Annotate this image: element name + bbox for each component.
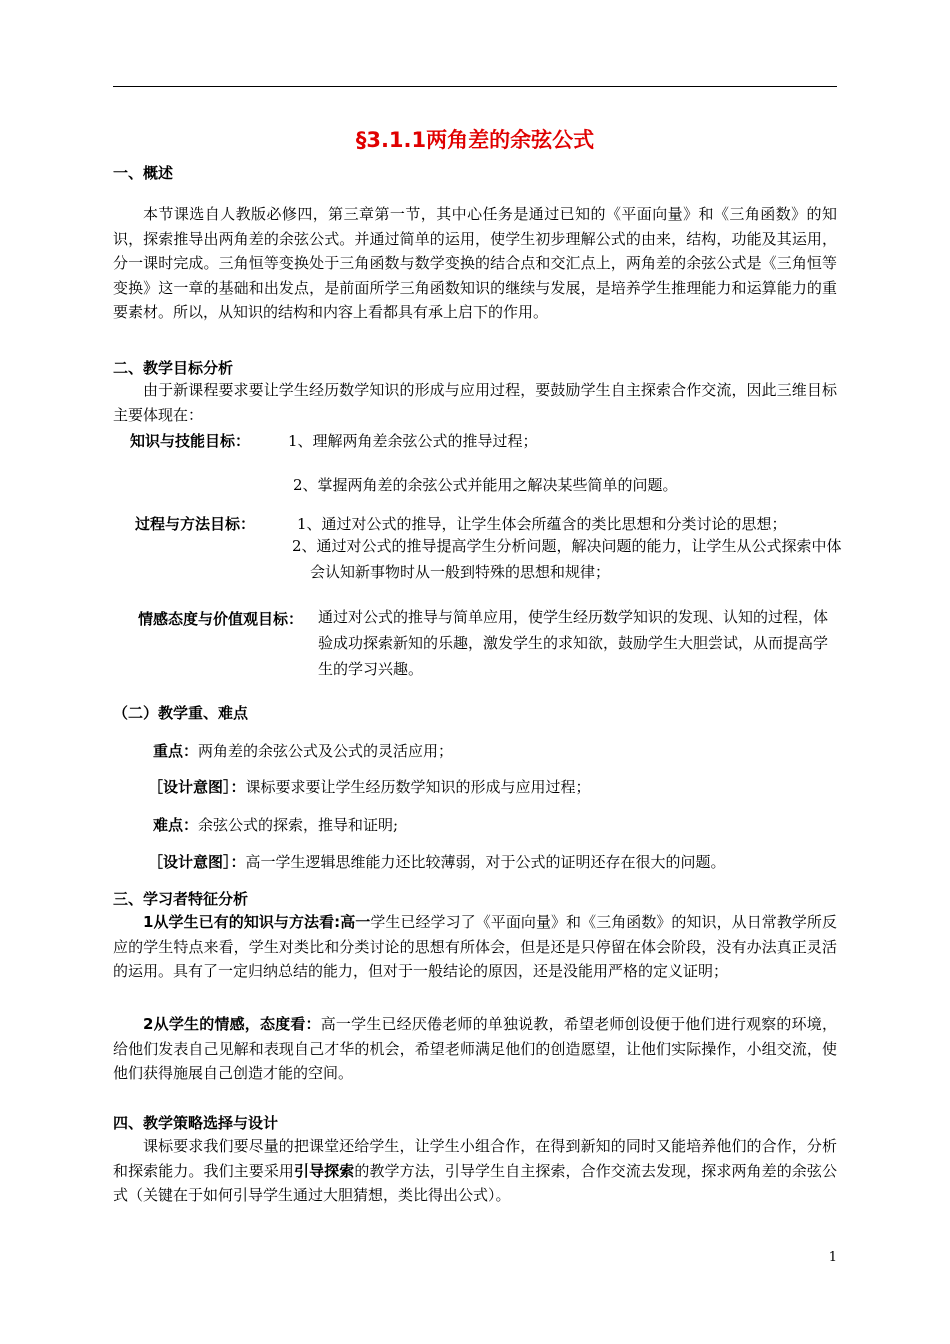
difficulty-row <box>153 814 398 835</box>
learners-p2-label: 2从学生的情感，态度看： <box>143 1015 321 1033</box>
section-heading-strategy: 四、教学策略选择与设计 <box>113 1114 279 1132</box>
design-intent-label-1: ［设计意图］： <box>148 778 246 796</box>
knowledge-item-2: 2、掌握两角差的余弦公式并能用之解决某些简单的问题。 <box>293 476 678 494</box>
key-point-label: 重点： <box>153 742 199 760</box>
learners-p1-text: 学生已经学习了《平面向量》和《三角函数》的知识，从日常教学所反应的学生特点来看，学生对类比和分类讨论的思想有所体会，但是还是只停留在体会阶段，没有办法真正灵活的运用。具有了一定归纳总结的能力，但对于一般结论的原因，还是没能用严格的定义证明； <box>113 913 837 980</box>
process-label: 过程与方法目标： <box>135 515 256 533</box>
objectives-intro: 由于新课程要求要让学生经历数学知识的形成与应用过程，要鼓励学生自主探索合作交流，因此三维目标主要体现在： <box>113 381 837 424</box>
strategy-method: 引导探索 <box>294 1161 355 1180</box>
document-title: §3.1.1两角差的余弦公式 <box>355 128 595 152</box>
knowledge-item-1: 1、理解两角差余弦公式的推导过程； <box>288 432 538 450</box>
learners-paragraph-2 <box>113 1012 837 1086</box>
learners-p1-label: 1从学生已有的知识与方法看:高一 <box>143 913 371 931</box>
key-point-row <box>153 740 453 761</box>
key-point-text: 两角差的余弦公式及公式的灵活应用； <box>198 742 454 760</box>
learners-p2-text: 高一学生已经厌倦老师的单独说教，希望老师创设便于他们进行观察的环境，给他们发表自己见解和表现自己才华的机会，希望老师满足他们的创造愿望，让他们实际操作，小组交流，使他们获得施展自己创造才能的空间。 <box>113 1015 837 1082</box>
header-rule <box>113 86 837 87</box>
design-intent-text-1: 课标要求要让学生经历数学知识的形成与应用过程； <box>245 778 591 796</box>
process-item-1: 1、通过对公式的推导，让学生体会所蕴含的类比思想和分类讨论的思想； <box>297 515 787 533</box>
design-intent-row-2 <box>148 851 726 872</box>
design-intent-label-2: ［设计意图］： <box>148 853 246 871</box>
overview-paragraph: 本节课选自人教版必修四，第三章第一节，其中心任务是通过已知的《平面向量》和《三角函数》的知识，探索推导出两角差的余弦公式。并通过简单的运用，使学生初步理解公式的由来，结构，功能及其运用，分一课时完成。三角恒等变换处于三角函数与数学变换的结合点和交汇点上，两角差的余弦公式是《三角恒等变换》这一章的基础和出发点，是前面所学三角函数知识的继续与发展，是培养学生推理能力和运算能力的重要素材。所以，从知识的结构和内容上看都具有承上启下的作用。 <box>113 205 837 321</box>
knowledge-label: 知识与技能目标： <box>130 432 251 450</box>
emotion-label: 情感态度与价值观目标： <box>138 610 304 628</box>
section-heading-key-points: （二）教学重、难点 <box>113 704 249 722</box>
page-number: 1 <box>828 1250 837 1265</box>
section-heading-objectives: 二、教学目标分析 <box>113 359 234 377</box>
strategy-text-before: 课标要求我们要尽量的把课堂还给学生，让学生小组合作，在得到新知的同时又能培养他们的合作，分析和探索能力。我们主要采用 <box>113 1137 837 1180</box>
strategy-paragraph <box>113 1134 837 1208</box>
strategy-text-after: 的教学方法，引导学生自主探索，合作交流去发现，探求两角差的余弦公式（关键在于如何引导学生通过大胆猜想，类比得出公式）。 <box>113 1161 837 1204</box>
emotion-text: 通过对公式的推导与简单应用，使学生经历数学知识的发现、认知的过程，体验成功探索新知的乐趣，激发学生的求知欲，鼓励学生大胆尝试，从而提高学生的学习兴趣。 <box>318 608 829 678</box>
section-heading-learners: 三、学习者特征分析 <box>113 890 249 908</box>
learners-paragraph-1 <box>113 910 837 984</box>
process-item-2: 2、通过对公式的推导提高学生分析问题，解决问题的能力，让学生从公式探索中体会认知新事物时从一般到特殊的思想和规律； <box>292 537 842 581</box>
difficulty-text: 余弦公式的探索，推导和证明; <box>198 816 399 834</box>
section-heading-overview: 一、概述 <box>113 164 174 182</box>
design-intent-text-2: 高一学生逻辑思维能力还比较薄弱，对于公式的证明还存在很大的问题。 <box>245 853 726 871</box>
difficulty-label: 难点： <box>153 816 199 834</box>
design-intent-row-1 <box>148 776 591 797</box>
